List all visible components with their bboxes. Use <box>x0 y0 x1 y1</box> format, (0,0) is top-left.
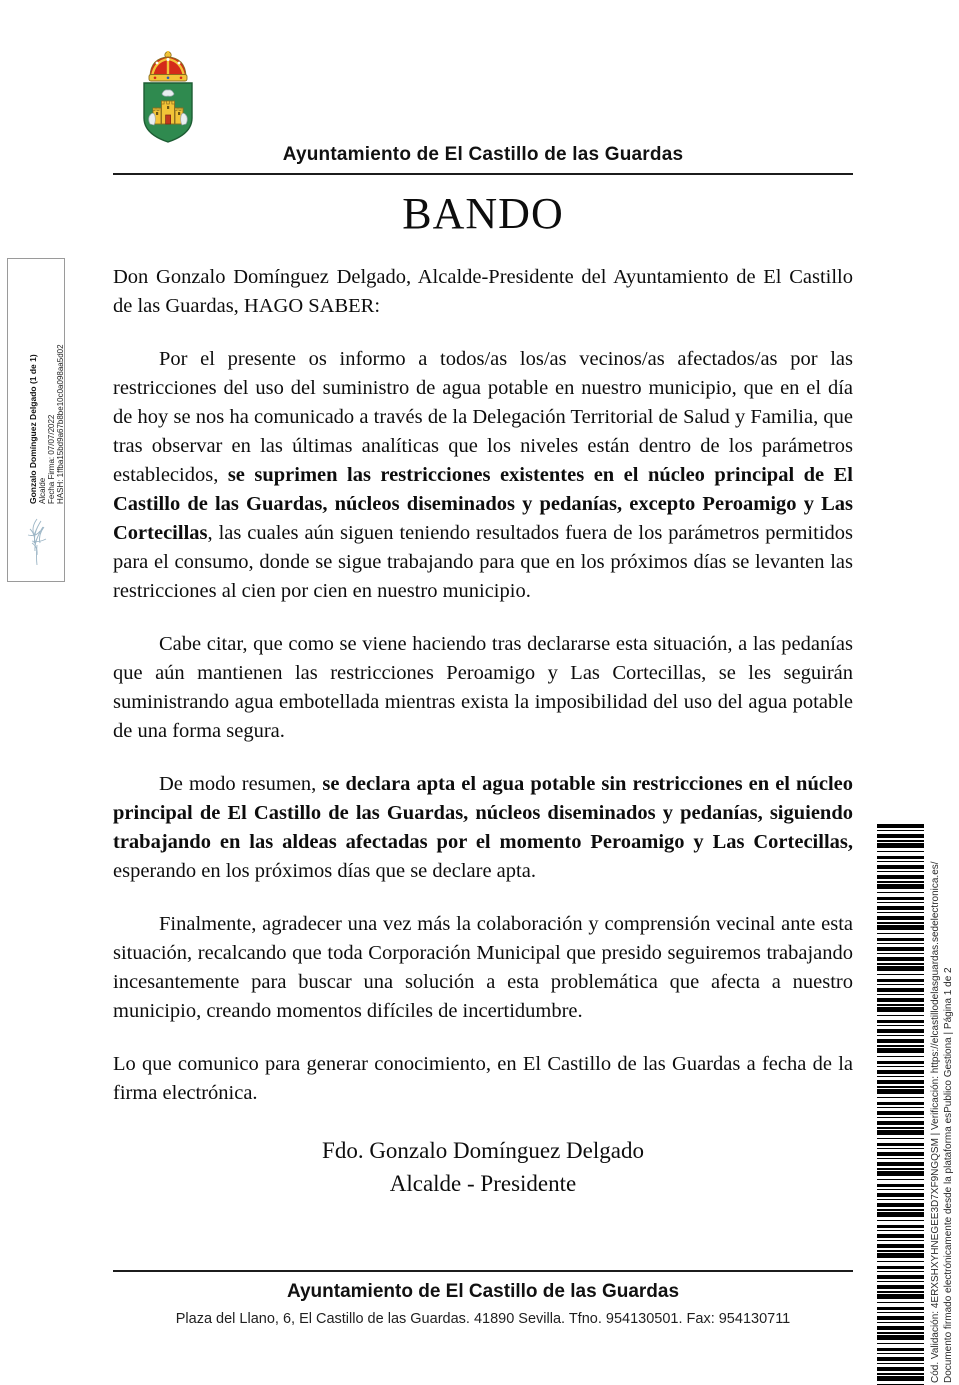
header-rule <box>113 173 853 175</box>
document-title: BANDO <box>402 189 564 238</box>
signature-flourish-icon <box>24 515 50 567</box>
signature-name: Fdo. Gonzalo Domínguez Delgado <box>322 1138 644 1163</box>
validation-code-line: Cód. Validación: 4ERXSHXYHNEGEE3D7XF9NGQSM | Verificación: https://elcastillodelasguardas.sedelectronica.es/ <box>930 861 941 1383</box>
header-org-name: Ayuntamiento de El Castillo de las Guardas <box>282 144 684 165</box>
footer-address: Plaza del Llano, 6, El Castillo de las Guardas. 41890 Sevilla. Tfno. 954130501. Fax: 954130711 <box>175 1311 791 1327</box>
closing-paragraph: Lo que comunico para generar conocimiento, en El Castillo de las Guardas a fecha de la firma electrónica. <box>113 1053 853 1104</box>
document-footer <box>113 1270 853 1327</box>
body-paragraph: Finalmente, agradecer una vez más la colaboración y comprensión vecinal ante esta situación, recalcando que toda Corporación Municipal que presido seguiremos trabajando incesantemente para buscar una solución a esta problemática que afecta a nuestro municipio, creando momentos difíciles de incertidumbre. <box>113 913 853 1022</box>
digital-signature-stamp-box <box>7 258 65 582</box>
body-paragraph: Cabe citar, que como se viene haciendo tras declararse esta situación, a las pedanías que aún mantienen las restricciones Peroamigo y Las Cortecillas, se les seguirán suministrando agua embotellada mientras exista la imposibilidad del uso del agua potable de una forma segura. <box>113 633 853 742</box>
footer-org-name: Ayuntamiento de El Castillo de las Guardas <box>286 1281 680 1302</box>
validation-barcode <box>877 824 924 1385</box>
signature-block <box>113 1134 853 1200</box>
opening-paragraph: Don Gonzalo Domínguez Delgado, Alcalde-Presidente del Ayuntamiento de El Castillo de las Guardas, HAGO SABER: <box>113 266 853 317</box>
body-paragraph: Por el presente os informo a todos/as los/as vecinos/as afectados/as por las restricciones del uso del suministro de agua potable en nuestro municipio, que en el día de hoy se nos ha comunicado a través de la Delegación Territorial de Salud y Familia, que tras observar en las últimas analíticas que los niveles están dentro de los parámetros establecidos, se suprimen las restricciones existentes en el núcleo principal de El Castillo de las Guardas, núcleos diseminados y pedanías, excepto Peroamigo y Las Cortecillas, las cuales aún siguen teniendo resultados fuera de los parámetros permitidos para el consumo, donde se sigue trabajando para que en los próximos días se levanten las restricciones al cien por cien en nuestro municipio. <box>113 348 853 602</box>
signature-role: Alcalde - Presidente <box>389 1171 577 1196</box>
stamp-signer-role: Alcalde <box>38 477 47 504</box>
footer-rule <box>113 1270 853 1272</box>
document-body <box>113 0 853 1200</box>
stamp-rotated-text <box>29 276 65 504</box>
body-paragraph: De modo resumen, se declara apta el agua potable sin restricciones en el núcleo principal de El Castillo de las Guardas, núcleos diseminados y pedanías, siguiendo trabajando en las aldeas afectadas por el momento Peroamigo y Las Cortecillas, esperando en los próximos días que se declare apta. <box>113 773 854 882</box>
gestiona-platform-line: Documento firmado electrónicamente desde la plataforma esPublico Gestiona | Página 1 de 2 <box>943 967 954 1383</box>
stamp-hash: HASH: 1ffba15bd9a67b8be10c0a098aa5d02 <box>56 344 65 504</box>
stamp-signer-name: Gonzalo Domínguez Delgado (1 de 1) <box>28 354 38 504</box>
validation-rotated-text <box>929 827 955 1383</box>
stamp-sign-date: Fecha Firma: 07/07/2022 <box>47 414 56 504</box>
